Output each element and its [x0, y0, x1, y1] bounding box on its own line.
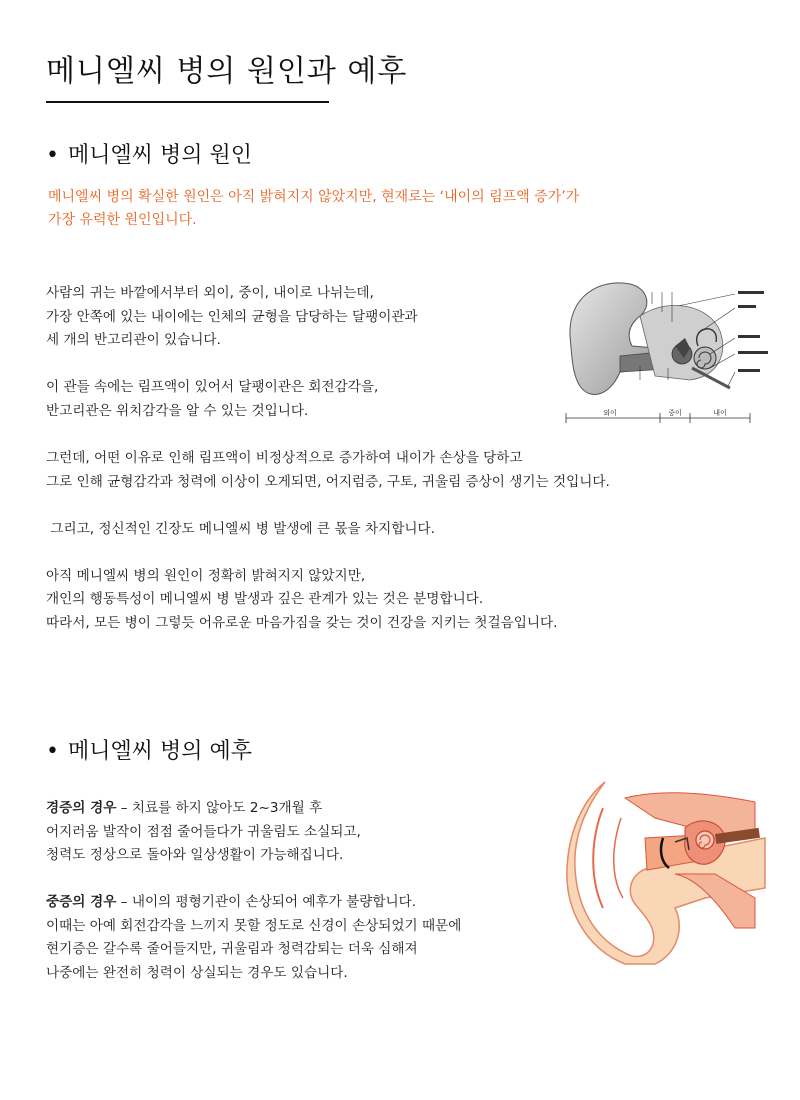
- text-line: 나중에는 완전히 청력이 상실되는 경우도 있습니다.: [46, 964, 348, 981]
- pinna-shape: [570, 283, 655, 395]
- prognosis-body: [46, 797, 566, 985]
- text-line: – 내이의 평형기관이 손상되어 예후가 불량합니다.: [116, 894, 417, 910]
- cause-body-bottom: [46, 447, 766, 635]
- paragraph-severe: [46, 891, 566, 985]
- text-line: 사람의 귀는 바깥에서부터 외이, 중이, 내이로 나뉘는데,: [46, 285, 374, 301]
- severe-case-label: 중증의 경우: [46, 894, 117, 910]
- text-line: 그런데, 어떤 이유로 인해 림프액이 비정상적으로 증가하여 내이가 손상을 당하고: [46, 450, 523, 466]
- text-line: 따라서, 모든 병이 그렇듯 어유로운 마음가짐을 갖는 것이 건강을 지키는 첫걸음입니다.: [46, 614, 558, 631]
- label-inner-ear: 내이: [713, 409, 727, 417]
- text-line: 개인의 행동특성이 메니엘씨 병 발생과 깊은 관계가 있는 것은 분명합니다.: [46, 591, 484, 607]
- text-line: 청력도 정상으로 돌아와 일상생활이 가능해집니다.: [46, 847, 344, 863]
- mild-case-label: 경증의 경우: [46, 800, 117, 816]
- section-heading-cause-text: 메니엘씨 병의 원인: [68, 143, 253, 168]
- text-line: 가장 안쪽에 있는 내이에는 인체의 균형을 담당하는 달팽이관과: [46, 308, 418, 325]
- cause-body-top: [46, 282, 566, 423]
- cause-highlight: [48, 186, 688, 232]
- ear-cross-section-illustration: [565, 778, 770, 968]
- text-line: 그리고, 정신적인 긴장도 메니엘씨 병 발생에 큰 몫을 차지합니다.: [46, 520, 435, 537]
- text-line: 아직 메니엘씨 병의 원인이 정확히 밝혀지지 않았지만,: [46, 567, 366, 584]
- text-line: – 치료를 하지 않아도 2~3개월 후: [116, 800, 323, 816]
- text-line: 반고리관은 위치감각을 알 수 있는 것입니다.: [46, 402, 309, 419]
- page-title: 메니엘씨 병의 원인과 예후: [46, 54, 408, 89]
- highlight-line: 가장 유력한 원인입니다.: [48, 212, 197, 228]
- section-heading-prognosis-text: 메니엘씨 병의 예후: [68, 739, 253, 764]
- paragraph: [46, 376, 566, 423]
- label-marks: [738, 291, 768, 372]
- section-heading-cause: [46, 138, 252, 169]
- text-line: 어지러움 발작이 점점 줄어들다가 귀울림도 소실되고,: [46, 823, 361, 840]
- highlight-line: 메니엘씨 병의 확실한 원인은 아직 밝혀지지 않았지만, 현재로는 ‘내이의 림프액 증가’가: [48, 189, 580, 205]
- paragraph: [46, 282, 566, 353]
- text-line: 이때는 아예 회전감각을 느끼지 못할 정도로 신경이 손상되었기 때문에: [46, 917, 462, 934]
- paragraph-mild: [46, 797, 566, 868]
- paragraph: [46, 518, 766, 542]
- paragraph: [46, 565, 766, 636]
- label-middle-ear: 중이: [668, 409, 682, 417]
- section-heading-prognosis: [46, 734, 252, 765]
- ear-anatomy-diagram: [560, 276, 788, 436]
- text-line: 그로 인해 균형감각과 청력에 이상이 오게되면, 어지럼증, 구토, 귀울림 증상이 생기는 것입니다.: [46, 473, 610, 490]
- bullet-icon: •: [46, 143, 59, 168]
- outer-ear-fold: [593, 808, 603, 908]
- text-line: 현기증은 갈수록 줄어들지만, 귀울림과 청력감퇴는 더욱 심해져: [46, 941, 418, 957]
- bullet-icon: •: [46, 739, 59, 764]
- label-outer-ear: 외이: [603, 409, 617, 417]
- text-line: 세 개의 반고리관이 있습니다.: [46, 332, 221, 348]
- outer-ear-fold-inner: [614, 818, 623, 898]
- text-line: 이 관들 속에는 림프액이 있어서 달팽이관은 회전감각을,: [46, 379, 379, 395]
- title-underline: [46, 101, 329, 103]
- paragraph: [46, 447, 766, 494]
